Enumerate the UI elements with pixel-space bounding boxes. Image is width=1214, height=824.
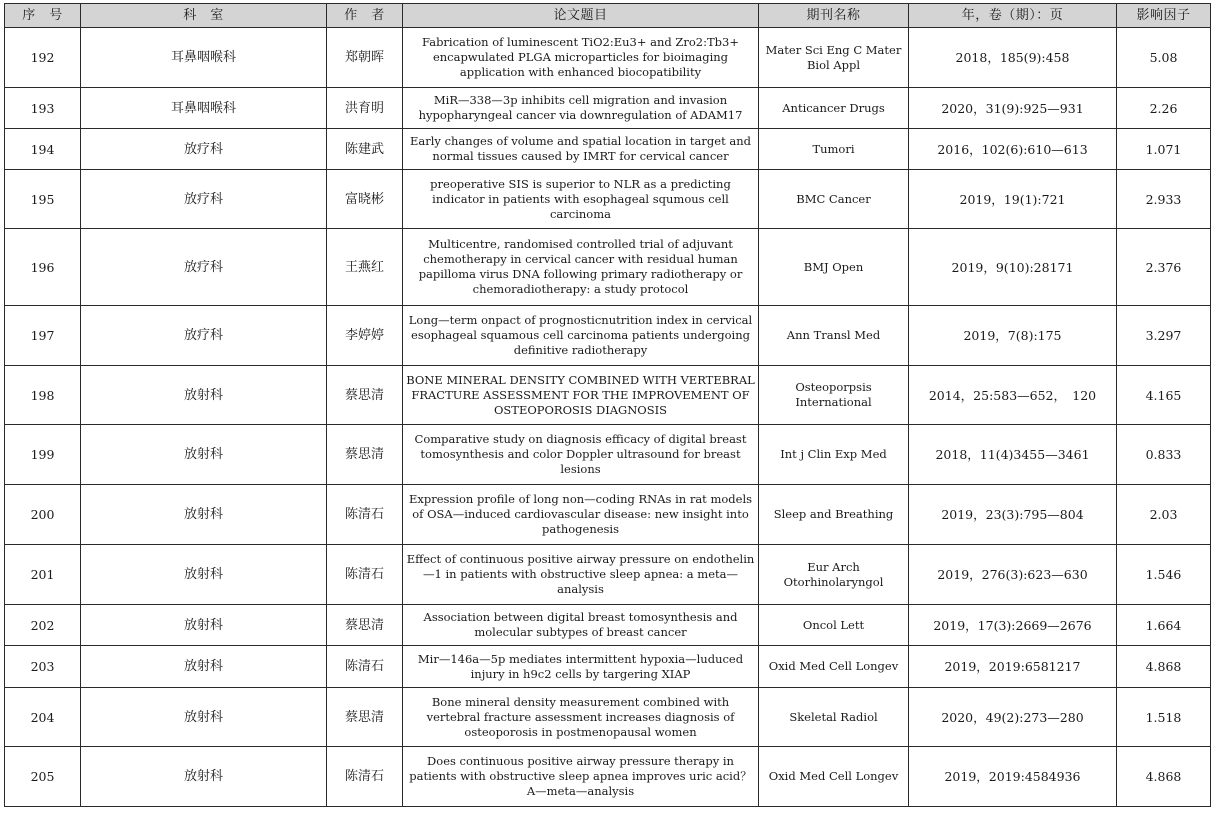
publications-table bbox=[4, 3, 1211, 807]
serial-number-cell: 196 bbox=[5, 229, 81, 306]
journal-cell: BMC Cancer bbox=[759, 170, 909, 229]
serial-number-cell: 200 bbox=[5, 485, 81, 545]
journal-cell: Eur Arch Otorhinolaryngol bbox=[759, 545, 909, 605]
paper-title-cell: Mir—146a—5p mediates intermittent hypoxia—luduced injury in h9c2 cells by targering XIAP bbox=[403, 646, 759, 688]
paper-title-cell: Association between digital breast tomosynthesis and molecular subtypes of breast cancer bbox=[403, 605, 759, 646]
journal-cell: Oncol Lett bbox=[759, 605, 909, 646]
impact-factor-cell: 5.08 bbox=[1117, 28, 1211, 88]
impact-factor-cell: 1.518 bbox=[1117, 688, 1211, 747]
citation-cell: 2019，17(3):2669—2676 bbox=[909, 605, 1117, 646]
paper-title-cell: Early changes of volume and spatial location in target and normal tissues caused by IMRT for cervical cancer bbox=[403, 129, 759, 170]
serial-number-cell: 198 bbox=[5, 366, 81, 425]
author-cell: 陈清石 bbox=[327, 485, 403, 545]
journal-cell: Sleep and Breathing bbox=[759, 485, 909, 545]
table-row bbox=[5, 605, 1211, 646]
department-cell: 耳鼻咽喉科 bbox=[81, 28, 327, 88]
department-cell: 放射科 bbox=[81, 605, 327, 646]
impact-factor-cell: 3.297 bbox=[1117, 306, 1211, 366]
table-row bbox=[5, 646, 1211, 688]
author-cell: 郑朝晖 bbox=[327, 28, 403, 88]
journal-cell: Skeletal Radiol bbox=[759, 688, 909, 747]
journal-cell: Int j Clin Exp Med bbox=[759, 425, 909, 485]
table-row bbox=[5, 229, 1211, 306]
journal-cell: Osteoporpsis International bbox=[759, 366, 909, 425]
serial-number-cell: 202 bbox=[5, 605, 81, 646]
citation-cell: 2019，276(3):623—630 bbox=[909, 545, 1117, 605]
citation-cell: 2018，185(9):458 bbox=[909, 28, 1117, 88]
impact-factor-cell: 4.868 bbox=[1117, 646, 1211, 688]
header-department: 科 室 bbox=[81, 4, 327, 28]
author-cell: 李婷婷 bbox=[327, 306, 403, 366]
citation-cell: 2019，2019:6581217 bbox=[909, 646, 1117, 688]
author-cell: 富晓彬 bbox=[327, 170, 403, 229]
journal-cell: Oxid Med Cell Longev bbox=[759, 747, 909, 807]
department-cell: 放射科 bbox=[81, 366, 327, 425]
journal-cell: BMJ Open bbox=[759, 229, 909, 306]
serial-number-cell: 203 bbox=[5, 646, 81, 688]
citation-cell: 2014，25:583—652， 120 bbox=[909, 366, 1117, 425]
citation-cell: 2020，49(2):273—280 bbox=[909, 688, 1117, 747]
department-cell: 放疗科 bbox=[81, 229, 327, 306]
header-paper-title: 论文题目 bbox=[403, 4, 759, 28]
department-cell: 放射科 bbox=[81, 747, 327, 807]
journal-cell: Ann Transl Med bbox=[759, 306, 909, 366]
header-impact-factor: 影响因子 bbox=[1117, 4, 1211, 28]
table-row bbox=[5, 545, 1211, 605]
serial-number-cell: 195 bbox=[5, 170, 81, 229]
header-row bbox=[5, 4, 1211, 28]
department-cell: 放疗科 bbox=[81, 170, 327, 229]
journal-cell: Mater Sci Eng C Mater Biol Appl bbox=[759, 28, 909, 88]
impact-factor-cell: 4.165 bbox=[1117, 366, 1211, 425]
citation-cell: 2020，31(9):925—931 bbox=[909, 88, 1117, 129]
paper-title-cell: preoperative SIS is superior to NLR as a predicting indicator in patients with esophageal squmous cell carcinoma bbox=[403, 170, 759, 229]
serial-number-cell: 193 bbox=[5, 88, 81, 129]
author-cell: 陈清石 bbox=[327, 646, 403, 688]
author-cell: 王燕红 bbox=[327, 229, 403, 306]
paper-title-cell: Bone mineral density measurement combined with vertebral fracture assessment increases diagnosis of osteoporosis in postmenopausal women bbox=[403, 688, 759, 747]
header-year-volume-page: 年，卷（期）：页 bbox=[909, 4, 1117, 28]
citation-cell: 2019，9(10):28171 bbox=[909, 229, 1117, 306]
author-cell: 洪育明 bbox=[327, 88, 403, 129]
author-cell: 陈建武 bbox=[327, 129, 403, 170]
table-row bbox=[5, 28, 1211, 88]
impact-factor-cell: 1.071 bbox=[1117, 129, 1211, 170]
impact-factor-cell: 1.664 bbox=[1117, 605, 1211, 646]
paper-title-cell: Effect of continuous positive airway pressure on endothelin—1 in patients with obstructive sleep apnea: a meta—analysis bbox=[403, 545, 759, 605]
table-row bbox=[5, 688, 1211, 747]
header-journal-name: 期刊名称 bbox=[759, 4, 909, 28]
citation-cell: 2019，19(1):721 bbox=[909, 170, 1117, 229]
serial-number-cell: 205 bbox=[5, 747, 81, 807]
serial-number-cell: 192 bbox=[5, 28, 81, 88]
header-author: 作 者 bbox=[327, 4, 403, 28]
paper-title-cell: Comparative study on diagnosis efficacy of digital breast tomosynthesis and color Doppler ultrasound for breast lesions bbox=[403, 425, 759, 485]
table-row bbox=[5, 425, 1211, 485]
table-row bbox=[5, 485, 1211, 545]
department-cell: 放射科 bbox=[81, 688, 327, 747]
table-row bbox=[5, 170, 1211, 229]
author-cell: 蔡思清 bbox=[327, 366, 403, 425]
department-cell: 放疗科 bbox=[81, 306, 327, 366]
serial-number-cell: 204 bbox=[5, 688, 81, 747]
table-row bbox=[5, 129, 1211, 170]
citation-cell: 2019，23(3):795—804 bbox=[909, 485, 1117, 545]
serial-number-cell: 201 bbox=[5, 545, 81, 605]
impact-factor-cell: 2.03 bbox=[1117, 485, 1211, 545]
citation-cell: 2019，7(8):175 bbox=[909, 306, 1117, 366]
journal-cell: Oxid Med Cell Longev bbox=[759, 646, 909, 688]
paper-title-cell: Multicentre, randomised controlled trial of adjuvant chemotherapy in cervical cancer with residual human papilloma virus DNA following primary radiotherapy or chemoradiotherapy: a study protocol bbox=[403, 229, 759, 306]
serial-number-cell: 194 bbox=[5, 129, 81, 170]
paper-title-cell: Long—term onpact of prognosticnutrition index in cervical esophageal squamous cell carcinoma patients undergoing definitive radiotherapy bbox=[403, 306, 759, 366]
paper-title-cell: Fabrication of luminescent TiO2:Eu3+ and Zro2:Tb3+ encapwulated PLGA microparticles for bioimaging application with enhanced biocopatibility bbox=[403, 28, 759, 88]
journal-cell: Anticancer Drugs bbox=[759, 88, 909, 129]
table-row bbox=[5, 366, 1211, 425]
author-cell: 蔡思清 bbox=[327, 425, 403, 485]
impact-factor-cell: 2.26 bbox=[1117, 88, 1211, 129]
impact-factor-cell: 2.376 bbox=[1117, 229, 1211, 306]
department-cell: 放射科 bbox=[81, 425, 327, 485]
author-cell: 陈清石 bbox=[327, 747, 403, 807]
impact-factor-cell: 2.933 bbox=[1117, 170, 1211, 229]
author-cell: 蔡思清 bbox=[327, 688, 403, 747]
department-cell: 放射科 bbox=[81, 485, 327, 545]
department-cell: 放射科 bbox=[81, 646, 327, 688]
department-cell: 放射科 bbox=[81, 545, 327, 605]
paper-title-cell: Expression profile of long non—coding RNAs in rat models of OSA—induced cardiovascular disease: new insight into pathogenesis bbox=[403, 485, 759, 545]
impact-factor-cell: 0.833 bbox=[1117, 425, 1211, 485]
header-serial-number: 序 号 bbox=[5, 4, 81, 28]
impact-factor-cell: 1.546 bbox=[1117, 545, 1211, 605]
paper-title-cell: Does continuous positive airway pressure therapy in patients with obstructive sleep apnea improves uric acid？ A—meta—analysis bbox=[403, 747, 759, 807]
table-row bbox=[5, 88, 1211, 129]
citation-cell: 2018，11(4)3455—3461 bbox=[909, 425, 1117, 485]
table-row bbox=[5, 747, 1211, 807]
department-cell: 耳鼻咽喉科 bbox=[81, 88, 327, 129]
author-cell: 蔡思清 bbox=[327, 605, 403, 646]
paper-title-cell: BONE MINERAL DENSITY COMBINED WITH VERTEBRAL FRACTURE ASSESSMENT FOR THE IMPROVEMENT OF OSTEOPOROSIS DIAGNOSIS bbox=[403, 366, 759, 425]
citation-cell: 2016，102(6):610—613 bbox=[909, 129, 1117, 170]
serial-number-cell: 197 bbox=[5, 306, 81, 366]
journal-cell: Tumori bbox=[759, 129, 909, 170]
paper-title-cell: MiR—338—3p inhibits cell migration and invasion hypopharyngeal cancer via downregulation of ADAM17 bbox=[403, 88, 759, 129]
department-cell: 放疗科 bbox=[81, 129, 327, 170]
citation-cell: 2019，2019:4584936 bbox=[909, 747, 1117, 807]
serial-number-cell: 199 bbox=[5, 425, 81, 485]
table-row bbox=[5, 306, 1211, 366]
impact-factor-cell: 4.868 bbox=[1117, 747, 1211, 807]
author-cell: 陈清石 bbox=[327, 545, 403, 605]
